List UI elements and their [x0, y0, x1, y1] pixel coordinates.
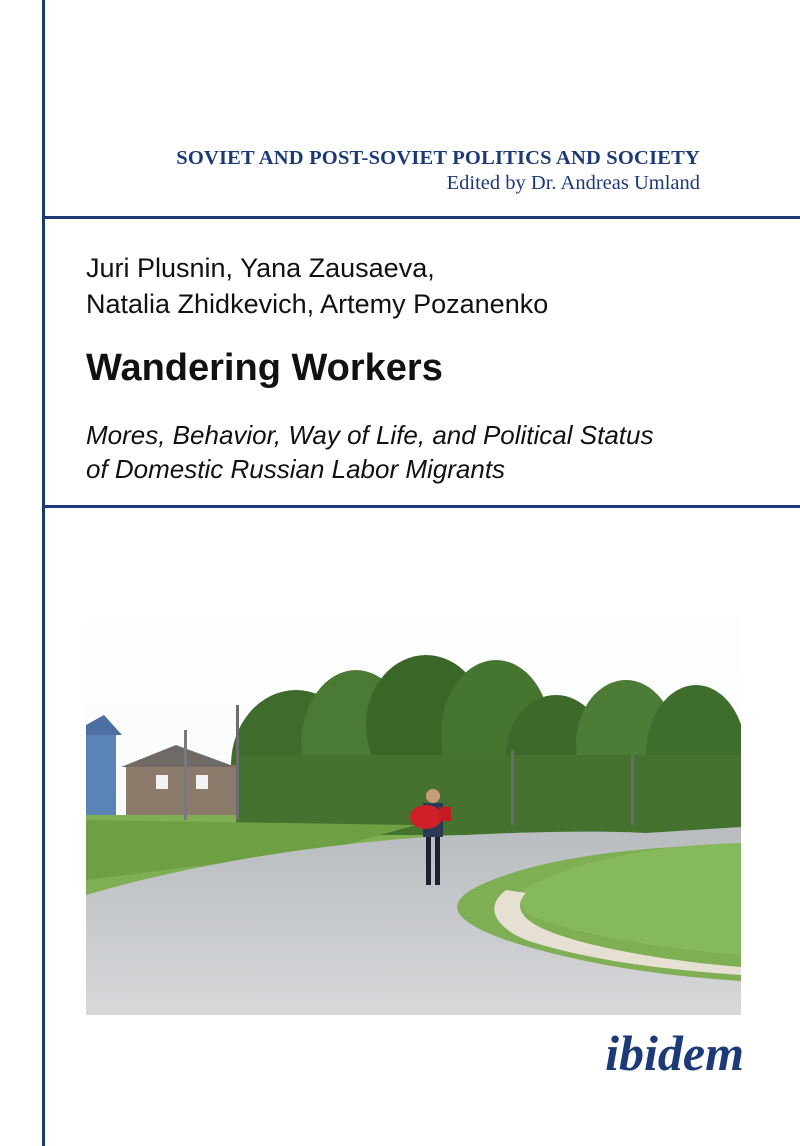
top-rule — [42, 216, 800, 219]
book-title: Wandering Workers — [86, 347, 443, 389]
authors — [86, 250, 548, 322]
series-block — [176, 148, 700, 193]
subtitle-line-2: of Domestic Russian Labor Migrants — [86, 454, 506, 484]
middle-rule — [42, 505, 800, 508]
subtitle-line-1: Mores, Behavior, Way of Life, and Political Status — [86, 420, 654, 450]
authors-line-2: Natalia Zhidkevich, Artemy Pozanenko — [86, 289, 549, 319]
series-editor: Edited by Dr. Andreas Umland — [446, 171, 700, 194]
book-subtitle — [86, 418, 653, 486]
publisher-logo: ibidem — [605, 1025, 744, 1081]
authors-line-1: Juri Plusnin, Yana Zausaeva, — [86, 253, 435, 283]
cover-photo — [86, 595, 741, 1015]
series-title: SOVIET AND POST-SOVIET POLITICS AND SOCIETY — [176, 147, 700, 169]
vertical-rule — [42, 0, 45, 1146]
